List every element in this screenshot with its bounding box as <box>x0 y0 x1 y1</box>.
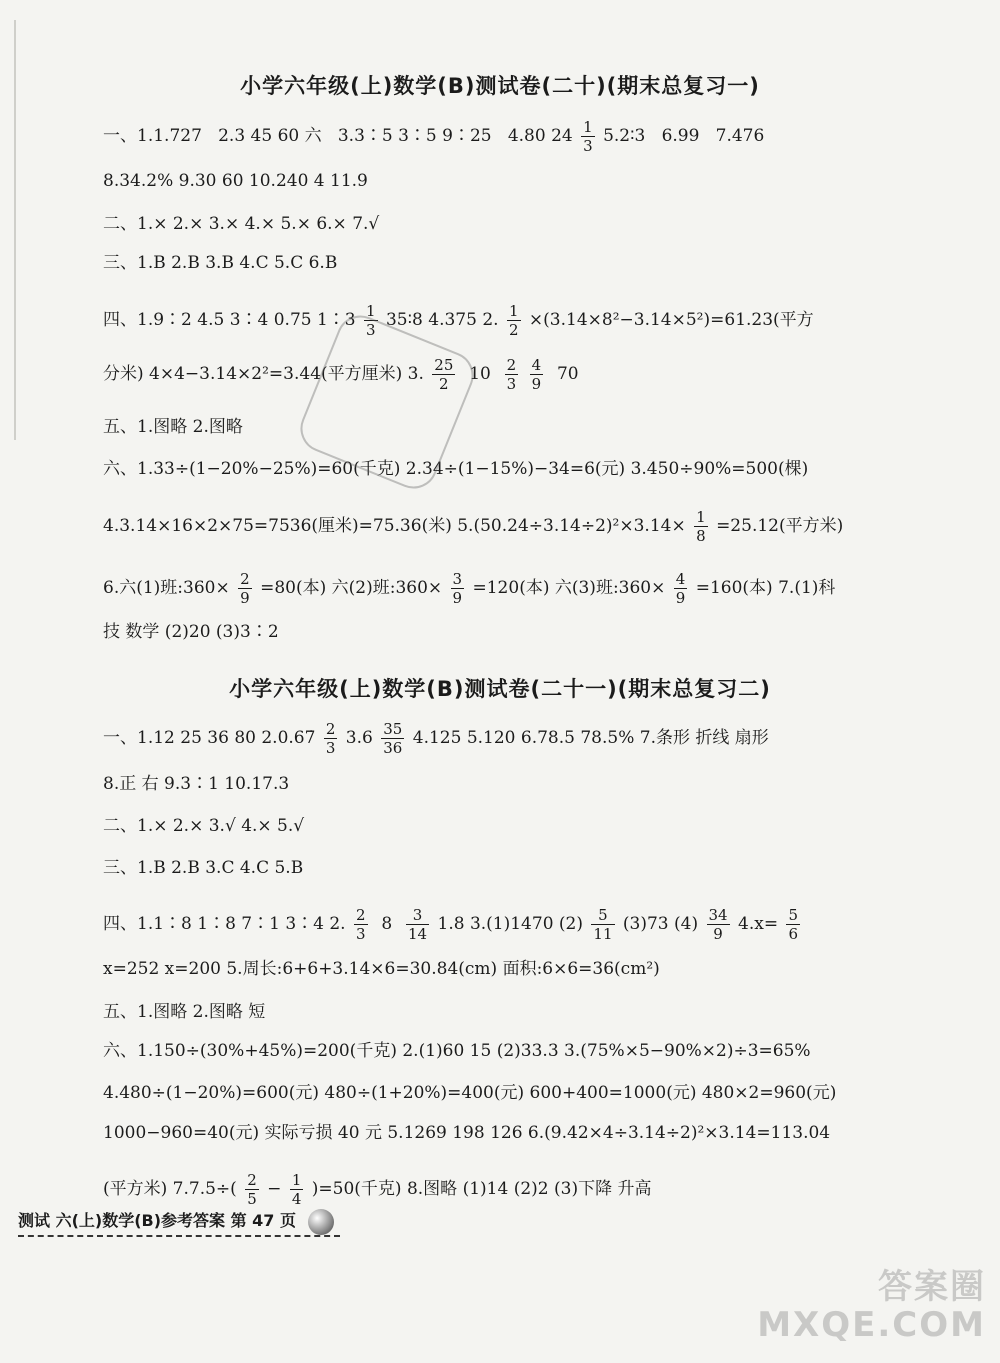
s21-line7: 五、1.图略 2.图略 短 <box>103 1002 266 1022</box>
s20-frac-7: $\frac{1}{8}$ <box>696 508 706 545</box>
s20-line4: 三、1.B 2.B 3.B 4.C 5.C 6.B <box>103 253 338 273</box>
s20-l9-b: =25.12(平方米) <box>716 516 844 536</box>
s20-l10-b: =80(本) 六(2)班:360× <box>260 578 443 598</box>
s20-l1-c: 3.3∶5 3∶5 9∶25 <box>337 126 492 146</box>
s20-frac-6: $\frac{4}{9}$ <box>531 356 542 393</box>
s20-frac-2: $\frac{1}{3}$ <box>366 302 376 339</box>
s21-frac-4: $\frac{3}{14}$ <box>408 906 428 943</box>
s20-line10 <box>103 570 835 607</box>
s20-frac-4: $\frac{25}{2}$ <box>434 356 454 393</box>
s21-line8: 六、1.150÷(30%+45%)=200(千克) 2.(1)60 15 (2)33.3 3.(75%×5−90%×2)÷3=65% <box>103 1041 811 1061</box>
s21-l5-e: 4.x= <box>738 914 779 934</box>
s21-l1-a: 一、1.12 25 36 80 2.0.67̇ <box>103 728 316 748</box>
s20-l1-b: 2.3 45 60 六 <box>218 126 322 146</box>
s20-l10-d: =160(本) 7.(1)科 <box>695 578 836 598</box>
s20-l1-g: 7.476 <box>715 126 765 146</box>
s21-l5-a: 四、1.1∶8 1∶8 7∶1 3∶4 2. <box>103 914 346 934</box>
s21-line3: 二、1.× 2.× 3.√ 4.× 5.√ <box>103 816 305 836</box>
s20-line3: 二、1.× 2.× 3.× 4.× 5.× 6.× 7.√ <box>103 214 380 234</box>
s21-line1 <box>103 720 769 757</box>
s20-line9 <box>103 508 843 545</box>
s20-line1 <box>103 118 764 155</box>
s20-frac-1: $\frac{1}{3}$ <box>583 118 593 155</box>
s20-l5-c: ×(3.14×8²−3.14×5²)=61.23(平方 <box>528 310 814 330</box>
s20-l10-a: 6.六(1)班:360× <box>103 578 230 598</box>
s21-l11-a: (平方米) 7.7.5÷( <box>103 1179 237 1199</box>
watermark-line-1: 答案圈 <box>878 1267 986 1307</box>
page-footer <box>18 1207 340 1237</box>
s21-frac-7: $\frac{5}{6}$ <box>788 906 799 943</box>
s20-l5-a: 四、1.9∶2 4.5 3∶4 0.75 1∶3 <box>103 310 356 330</box>
s20-l1-d: 4.80 24 <box>507 126 573 146</box>
s20-l1-e: 5.2∶3 <box>603 126 646 146</box>
footer-ball-icon <box>308 1209 334 1235</box>
s21-l1-b: 3.6 <box>345 728 373 748</box>
footer-text: 测试 六(上)数学(B)参考答案 第 47 页 <box>18 1211 296 1230</box>
s21-frac-5: $\frac{5}{11}$ <box>593 906 613 943</box>
s21-frac-2: $\frac{35}{36}$ <box>383 720 403 757</box>
section21-title: 小学六年级(上)数学(B)测试卷(二十一)(期末总复习二) <box>229 677 771 701</box>
s21-l5-b: 8 <box>381 914 393 934</box>
section20-title: 小学六年级(上)数学(B)测试卷(二十)(期末总复习一) <box>240 74 760 98</box>
s21-line9: 4.480÷(1−20%)=600(元) 480÷(1+20%)=400(元) 600+400=1000(元) 480×2=960(元) <box>103 1083 837 1103</box>
s20-frac-3: $\frac{1}{2}$ <box>508 302 519 339</box>
s21-frac-8: $\frac{2}{5}$ <box>247 1171 257 1208</box>
watermark-line-2: MXQE.COM <box>757 1305 986 1345</box>
s21-line10: 1000−960=40(元) 实际亏损 40 元 5.1269 198 126 6.(9.42×4÷3.14÷2)²×3.14=113.04 <box>103 1123 831 1143</box>
s21-line4: 三、1.B 2.B 3.C 4.C 5.B <box>103 858 304 878</box>
s21-l5-d: (3)73 (4) <box>622 914 699 934</box>
s20-line8: 六、1.33÷(1−20%−25%)=60(千克) 2.34÷(1−15%)−34=6(元) 3.450÷90%=500(棵) <box>103 459 809 479</box>
s20-frac-5: $\frac{2}{3}$ <box>506 356 517 393</box>
s20-frac-10: $\frac{4}{9}$ <box>675 570 686 607</box>
s20-l5-b: 35∶8 4.375 2. <box>385 310 499 330</box>
s20-line7: 五、1.图略 2.图略 <box>103 417 243 437</box>
s21-l11-c: )=50(千克) 8.图略 (1)14 (2)2 (3)下降 升高 <box>311 1179 652 1199</box>
s21-frac-1: $\frac{2}{3}$ <box>325 720 336 757</box>
s20-line11: 技 数学 (2)20 (3)3∶2 <box>103 622 279 642</box>
s20-l6-b: 10 <box>469 364 491 384</box>
s21-frac-3: $\frac{2}{3}$ <box>356 906 366 943</box>
s21-frac-6: $\frac{34}{9}$ <box>708 906 728 943</box>
watermark <box>757 1268 986 1344</box>
s20-l9-a: 4.3.14×16×2×75=7536(厘米)=75.36(米) 5.(50.24÷3.14÷2)²×3.14× <box>103 516 686 536</box>
s21-l11-b: − <box>267 1179 282 1199</box>
s21-l5-c: 1.8 3.(1)1470 (2) <box>437 914 583 934</box>
s20-l1-a: 一、1.1.727 <box>103 126 202 146</box>
s20-frac-9: $\frac{3}{9}$ <box>452 570 463 607</box>
s20-l6-c: 70 <box>556 364 579 384</box>
s21-l1-c: 4.125 5.120 6.78.5 78.5% 7.条形 折线 扇形 <box>412 728 769 748</box>
s21-frac-9: $\frac{1}{4}$ <box>291 1171 302 1208</box>
s21-line6: x=252 x=200 5.周长:6+6+3.14×6=30.84(cm) 面积:6×6=36(cm²) <box>103 959 660 979</box>
s20-l10-c: =120(本) 六(3)班:360× <box>472 578 666 598</box>
s20-frac-8: $\frac{2}{9}$ <box>240 570 250 607</box>
s20-line2: 8.34.2% 9.30 60 10.240 4 11.9 <box>103 171 368 191</box>
s21-line5 <box>103 906 803 943</box>
s20-l6-a: 分米) 4×4−3.14×2²=3.44(平方厘米) 3. <box>103 364 424 384</box>
s20-line5 <box>103 302 814 339</box>
s20-l1-f: 6.99 <box>661 126 700 146</box>
s21-line2: 8.正 右 9.3∶1 10.17.3 <box>103 774 290 794</box>
s21-line11 <box>103 1171 651 1208</box>
